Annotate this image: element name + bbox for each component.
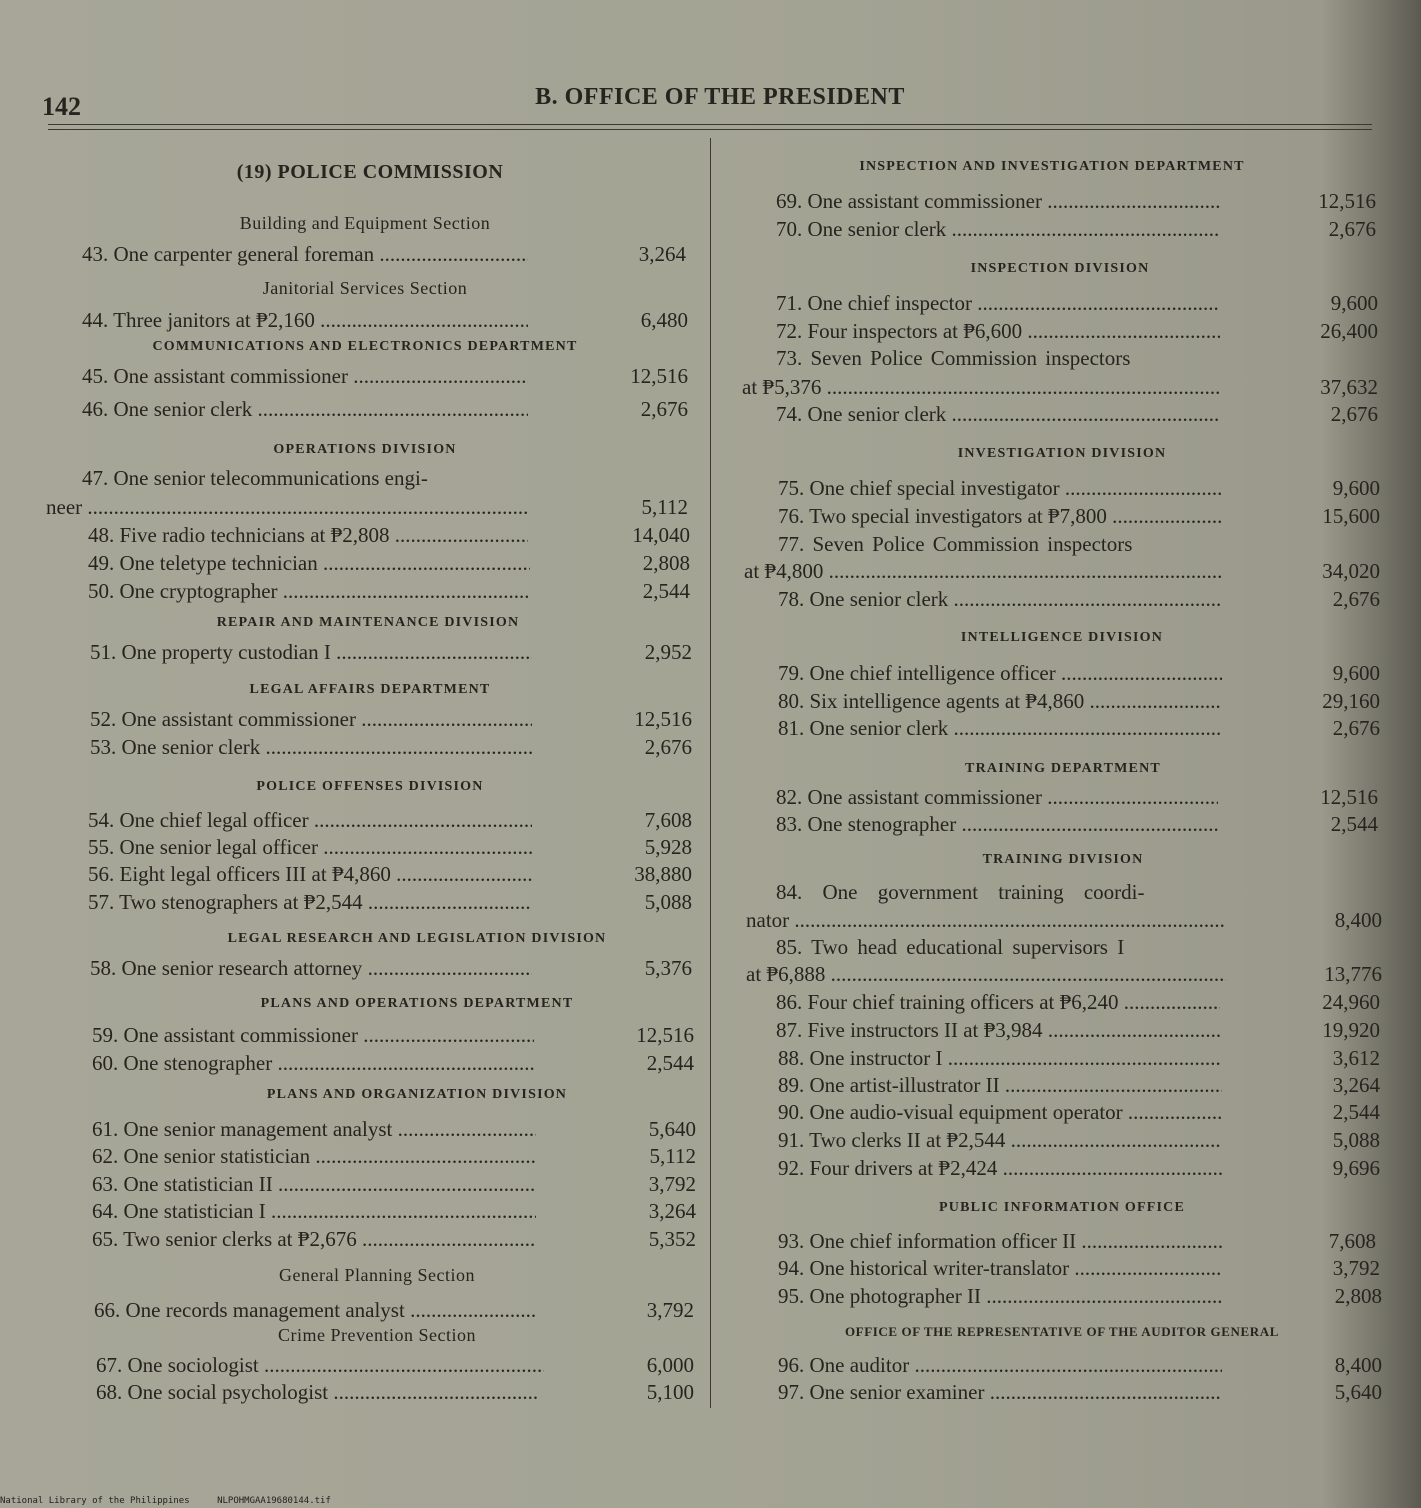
section-heading: PLANS AND ORGANIZATION DIVISION xyxy=(266,1087,568,1102)
section-heading: TRAINING DEPARTMENT xyxy=(965,761,1161,776)
section-heading: COMMUNICATIONS AND ELECTRONICS DEPARTMENT xyxy=(152,339,578,354)
section-heading: INSPECTION DIVISION xyxy=(970,261,1150,276)
section-heading: OFFICE OF THE REPRESENTATIVE OF THE AUDITOR GENERAL xyxy=(844,1324,1280,1339)
section-heading: TRAINING DIVISION xyxy=(982,852,1144,867)
page-title: B. OFFICE OF THE PRESIDENT xyxy=(535,84,905,110)
section-heading: INTELLIGENCE DIVISION xyxy=(960,630,1164,645)
section-heading: INSPECTION AND INVESTIGATION DEPARTMENT xyxy=(859,159,1245,174)
file-id: NLPOHMGAA19680144.tif xyxy=(217,1496,331,1506)
section-heading: LEGAL AFFAIRS DEPARTMENT xyxy=(249,682,491,697)
section-heading: LEGAL RESEARCH AND LEGISLATION DIVISION xyxy=(227,931,607,946)
section-heading: INVESTIGATION DIVISION xyxy=(957,446,1167,461)
page-number: 142 xyxy=(42,92,81,121)
section-heading: Janitorial Services Section xyxy=(262,278,468,298)
scan-credit xyxy=(0,1496,353,1506)
header-rule xyxy=(48,129,1372,130)
section-heading: Building and Equipment Section xyxy=(239,213,491,233)
column-divider xyxy=(710,138,711,1408)
library-name: National Library of the Philippines xyxy=(0,1496,190,1506)
section-heading: (19) POLICE COMMISSION xyxy=(236,161,504,183)
section-heading: PUBLIC INFORMATION OFFICE xyxy=(939,1200,1185,1215)
section-heading: General Planning Section xyxy=(279,1265,475,1285)
header-rule xyxy=(48,124,1372,125)
section-heading: POLICE OFFENSES DIVISION xyxy=(256,779,484,794)
section-heading: OPERATIONS DIVISION xyxy=(273,442,457,457)
section-heading: Crime Prevention Section xyxy=(278,1325,476,1345)
section-heading: REPAIR AND MAINTENANCE DIVISION xyxy=(216,615,520,630)
section-heading: PLANS AND OPERATIONS DEPARTMENT xyxy=(260,996,574,1011)
